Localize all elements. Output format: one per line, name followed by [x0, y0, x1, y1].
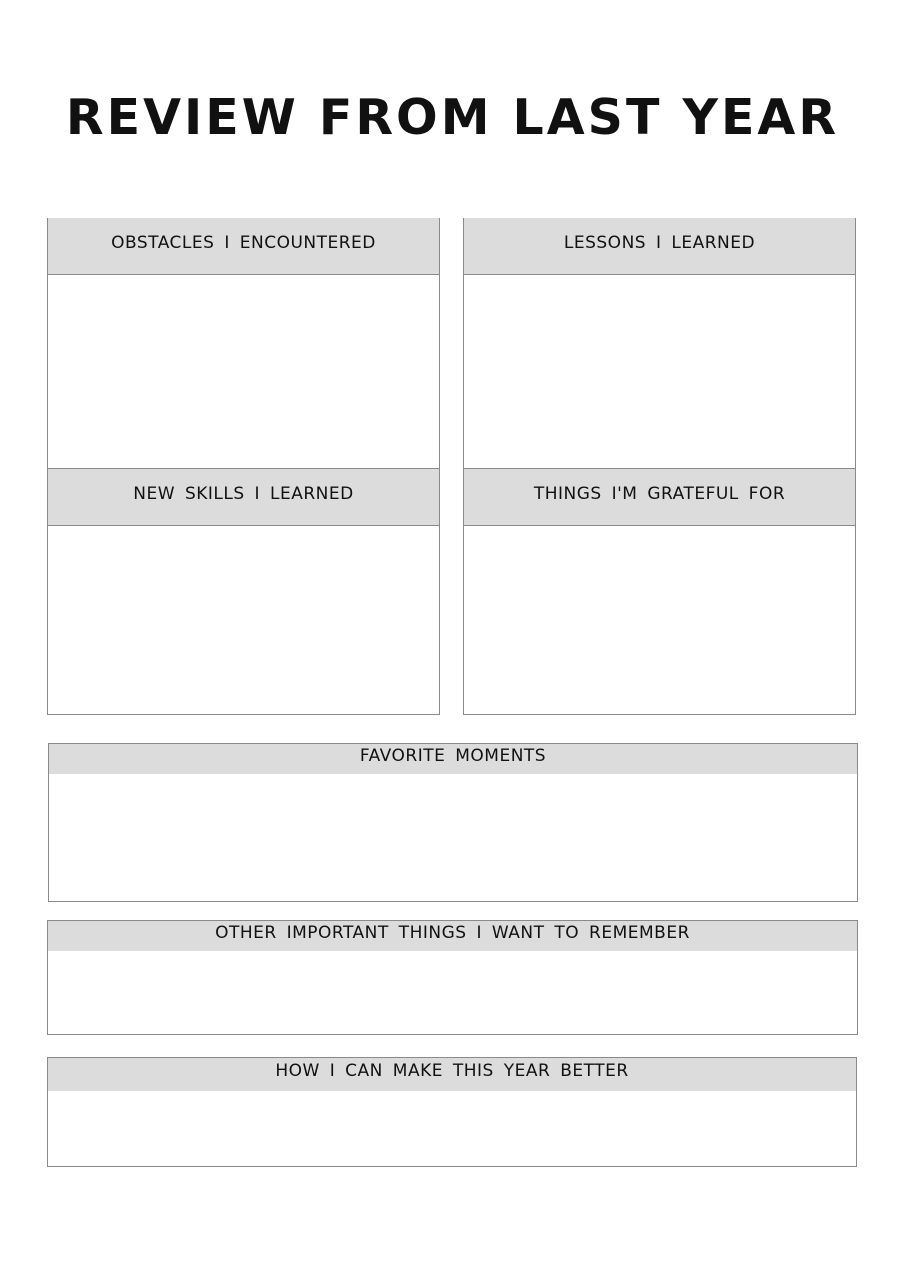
better-writing-area[interactable]	[48, 1091, 856, 1166]
remember-writing-area[interactable]	[48, 951, 857, 1034]
skills-box	[47, 469, 440, 715]
lessons-heading: LESSONS I LEARNED	[464, 218, 855, 275]
better-heading: HOW I CAN MAKE THIS YEAR BETTER	[48, 1058, 856, 1091]
page-title: REVIEW FROM LAST YEAR	[65, 89, 840, 146]
lessons-writing-area[interactable]	[464, 275, 855, 468]
obstacles-box	[47, 218, 440, 469]
grateful-heading: THINGS I'M GRATEFUL FOR	[464, 469, 855, 526]
obstacles-writing-area[interactable]	[48, 275, 439, 468]
remember-heading: OTHER IMPORTANT THINGS I WANT TO REMEMBER	[48, 921, 857, 951]
favorites-box	[48, 743, 858, 902]
skills-heading: NEW SKILLS I LEARNED	[48, 469, 439, 526]
obstacles-heading: OBSTACLES I ENCOUNTERED	[48, 218, 439, 275]
grateful-box	[463, 469, 856, 715]
lessons-box	[463, 218, 856, 469]
grateful-writing-area[interactable]	[464, 526, 855, 714]
favorites-heading: FAVORITE MOMENTS	[49, 744, 857, 774]
remember-box	[47, 920, 858, 1035]
favorites-writing-area[interactable]	[49, 774, 857, 901]
skills-writing-area[interactable]	[48, 526, 439, 714]
better-box	[47, 1057, 857, 1167]
